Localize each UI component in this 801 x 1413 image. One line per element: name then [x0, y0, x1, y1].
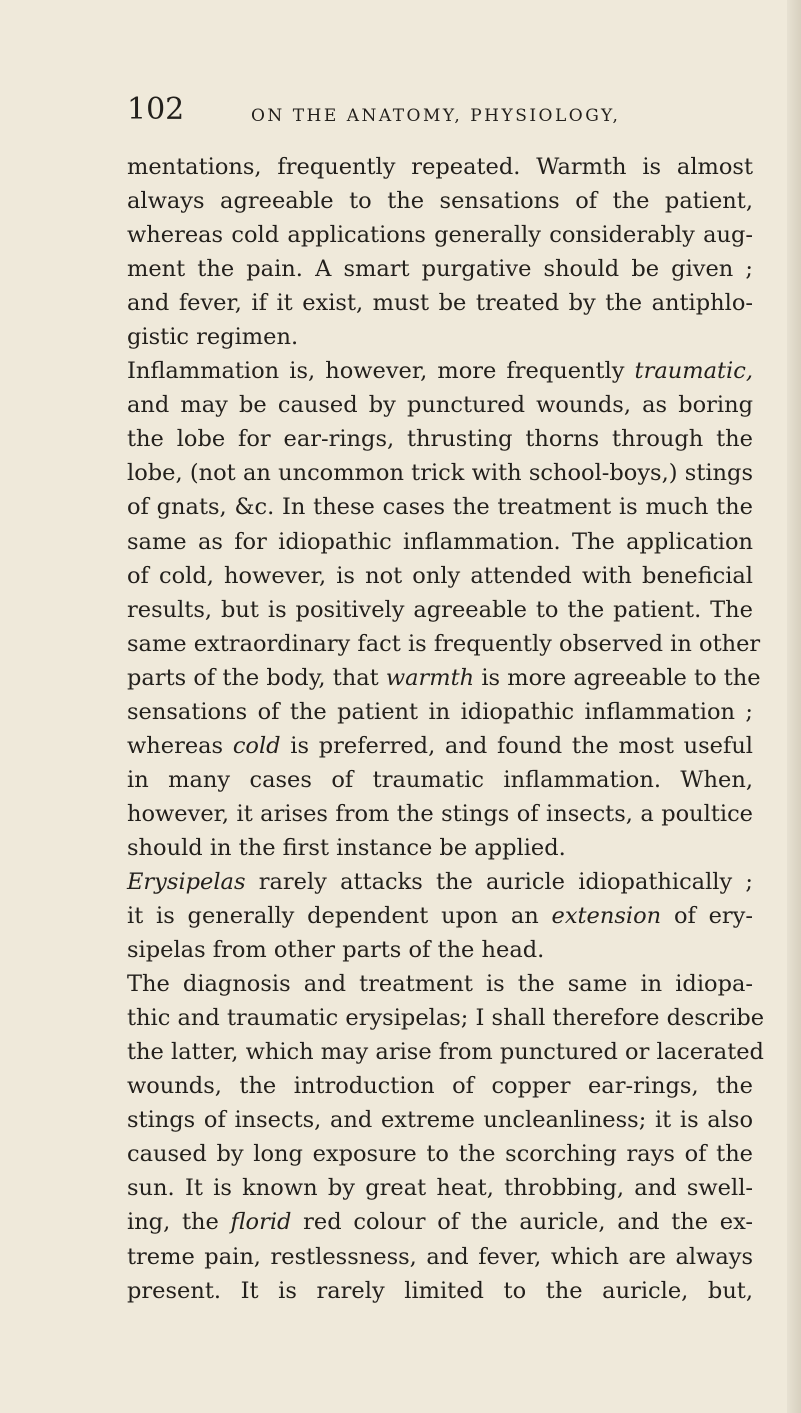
body-text	[127, 150, 765, 1308]
text-segment: sipelas from other parts of the head.	[127, 937, 545, 964]
page-number: 102	[127, 92, 185, 127]
text-segment: and may be caused by punctured wounds, as boring	[127, 392, 753, 419]
text-line	[127, 1171, 753, 1205]
italic-term: extension	[551, 903, 662, 930]
page-edge	[787, 0, 801, 1413]
text-segment: red colour of the auricle, and the ex-	[291, 1209, 753, 1236]
text-segment: rarely attacks the auricle idiopathically ;	[245, 868, 753, 895]
text-line	[127, 899, 753, 933]
text-segment: is more agreeable to the	[474, 664, 761, 691]
text-line	[127, 1035, 764, 1069]
text-segment: sun. It is known by great heat, throbbing, and swell-	[127, 1175, 753, 1202]
text-segment: ment the pain. A smart purgative should be given ;	[127, 256, 753, 283]
text-segment: wounds, the introduction of copper ear-rings, the	[127, 1073, 753, 1100]
text-segment: present. It is rarely limited to the auricle, but,	[127, 1277, 753, 1304]
text-segment: is preferred, and found the most useful	[280, 732, 754, 759]
text-line	[127, 559, 753, 593]
text-line	[127, 286, 753, 320]
text-line	[127, 797, 753, 831]
text-segment: The diagnosis and treatment is the same in idiopa-	[127, 971, 753, 998]
text-segment: same extraordinary fact is frequently observed in other	[127, 630, 761, 657]
text-segment: whereas	[127, 732, 233, 759]
text-line	[127, 1137, 753, 1171]
text-line	[127, 456, 753, 490]
text-line	[127, 525, 753, 559]
text-line	[127, 763, 753, 797]
text-line	[127, 831, 753, 865]
text-line	[127, 627, 761, 661]
text-segment: in many cases of traumatic inflammation. When,	[127, 766, 753, 793]
text-segment: should in the first instance be applied.	[127, 834, 566, 861]
italic-term: traumatic,	[634, 358, 753, 385]
text-segment: results, but is positively agreeable to the patient. The	[127, 596, 753, 623]
text-line	[127, 729, 753, 763]
text-line	[127, 422, 753, 456]
text-line	[127, 967, 753, 1001]
text-segment: and fever, if it exist, must be treated by the antiphlo-	[127, 290, 753, 317]
text-segment: same as for idiopathic inflammation. The application	[127, 528, 753, 555]
text-line	[127, 1103, 753, 1137]
text-line	[127, 695, 753, 729]
text-segment: Inflammation is, however, more frequently	[127, 358, 635, 385]
italic-term: florid	[230, 1209, 292, 1236]
text-segment: sensations of the patient in idiopathic inflammation ;	[127, 698, 753, 725]
text-line	[127, 320, 753, 354]
text-line	[127, 1205, 753, 1239]
text-segment: caused by long exposure to the scorching rays of the	[127, 1141, 753, 1168]
italic-term: Erysipelas	[127, 868, 246, 895]
text-line	[127, 1240, 753, 1274]
text-line	[127, 1274, 753, 1308]
text-line	[127, 865, 753, 899]
text-segment: the latter, which may arise from punctured or lacerated	[127, 1039, 764, 1066]
text-line	[127, 1069, 753, 1103]
text-segment: parts of the body, that	[127, 664, 386, 691]
text-line	[127, 150, 753, 184]
text-segment: mentations, frequently repeated. Warmth is almost	[127, 154, 753, 180]
text-segment: thic and traumatic erysipelas; I shall therefore describe	[127, 1005, 765, 1032]
text-line	[127, 388, 753, 422]
text-line	[127, 252, 753, 286]
text-line	[127, 490, 753, 524]
text-segment: however, it arises from the stings of insects, a poultice	[127, 800, 753, 827]
text-line	[127, 1001, 765, 1035]
text-line	[127, 593, 753, 627]
text-segment: of ery-	[661, 903, 753, 930]
italic-term: cold	[232, 732, 281, 759]
italic-term: warmth	[385, 664, 475, 691]
page-header	[127, 92, 747, 134]
running-head: ON THE ANATOMY, PHYSIOLOGY,	[251, 106, 621, 126]
text-line	[127, 933, 753, 967]
text-segment: stings of insects, and extreme uncleanliness; it is also	[127, 1107, 753, 1134]
text-segment: whereas cold applications generally considerably aug-	[127, 222, 753, 249]
text-line	[127, 354, 753, 388]
text-line	[127, 661, 761, 695]
text-segment: lobe, (not an uncommon trick with school-boys,) stings	[127, 460, 753, 487]
text-segment: ing, the	[127, 1209, 231, 1236]
text-segment: the lobe for ear-rings, thrusting thorns through the	[127, 426, 753, 453]
text-segment: treme pain, restlessness, and fever, which are always	[127, 1243, 753, 1270]
text-line	[127, 184, 753, 218]
text-segment: of cold, however, is not only attended with beneficial	[127, 562, 753, 589]
text-segment: it is generally dependent upon an	[127, 903, 552, 930]
text-segment: always agreeable to the sensations of the patient,	[127, 188, 753, 215]
text-segment: of gnats, &c. In these cases the treatment is much the	[127, 494, 753, 521]
text-line	[127, 218, 753, 252]
text-segment: gistic regimen.	[127, 324, 299, 351]
